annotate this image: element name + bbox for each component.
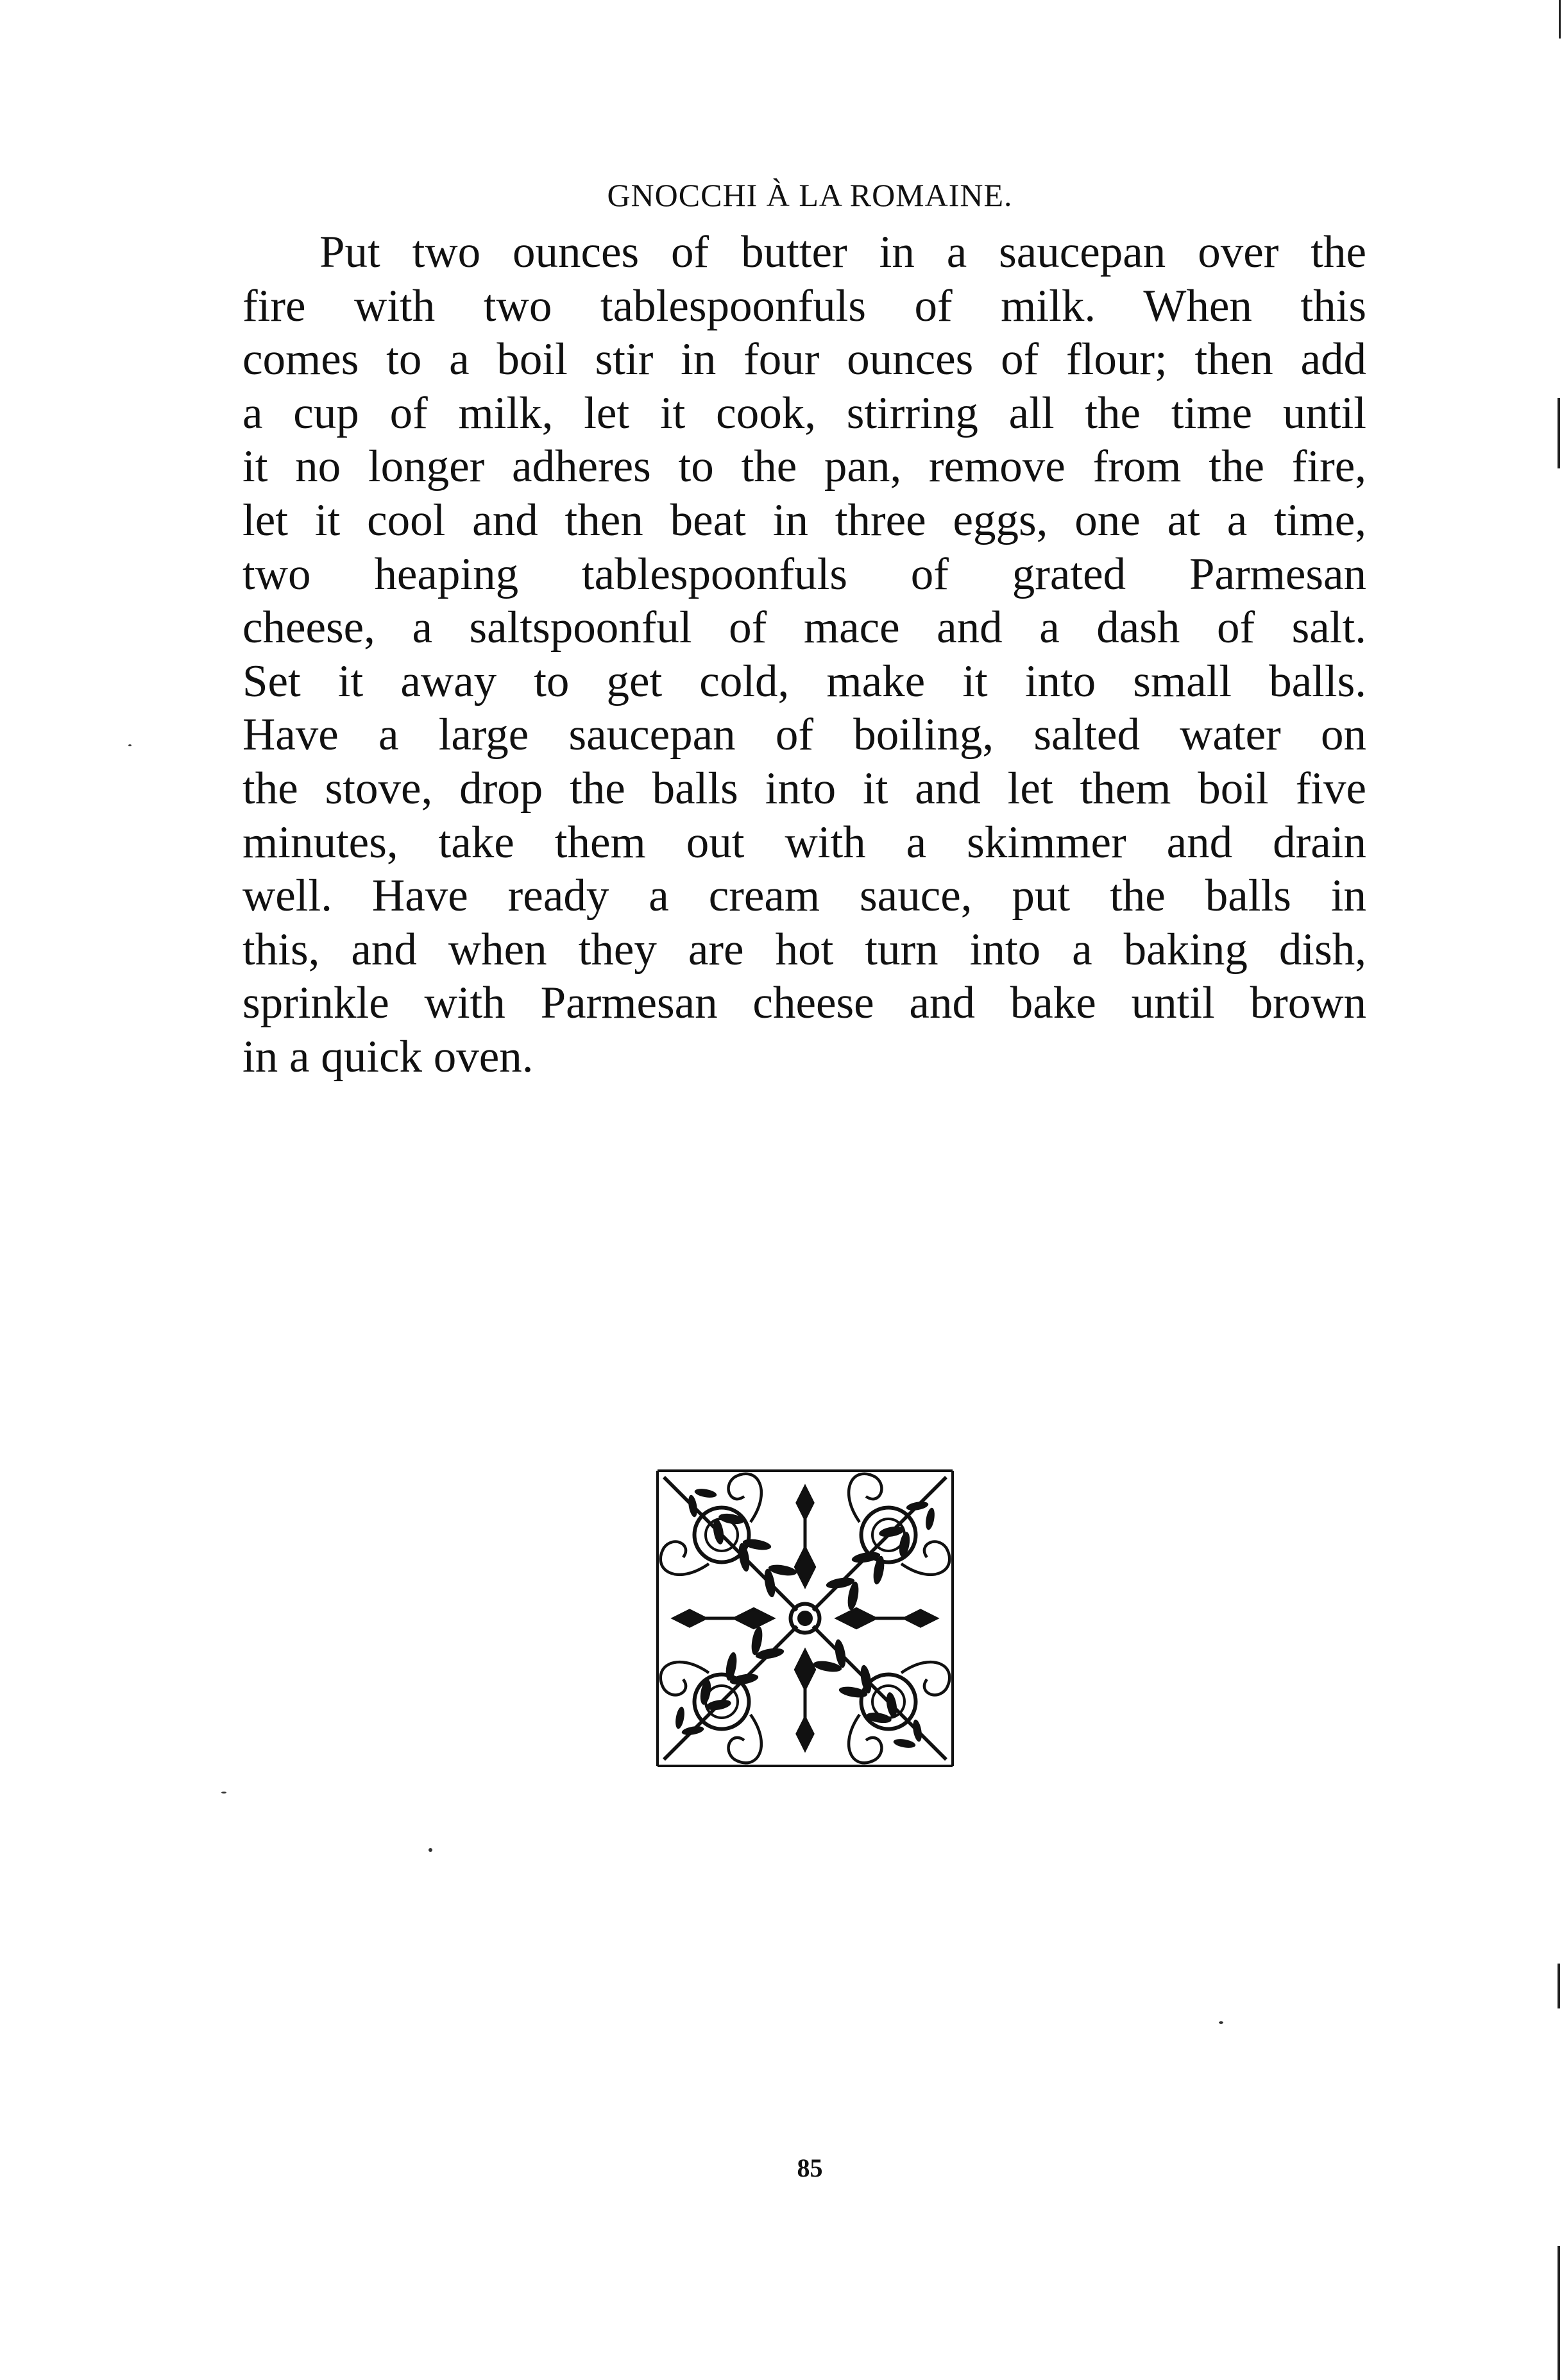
page-number: 85 [797, 2153, 823, 2182]
recipe-line: two heaping tablespoonfuls of grated Parmesan [242, 549, 1366, 599]
recipe-title: GNOCCHI À LA ROMAINE. [607, 177, 1013, 213]
recipe-line: fire with two tablespoonfuls of milk. When this [242, 280, 1366, 331]
scan-edge-mark [1559, 0, 1561, 39]
recipe-line: Set it away to get cold, make it into small balls. [242, 656, 1366, 706]
recipe-line: this, and when they are hot turn into a baking dish, [242, 924, 1366, 975]
scan-speck [221, 1792, 226, 1794]
scan-edge-mark [1558, 1964, 1560, 2008]
recipe-line: it no longer adheres to the pan, remove from the fire, [242, 441, 1366, 492]
recipe-line: cheese, a saltspoonful of mace and a dash of salt. [242, 603, 1366, 653]
scan-edge-mark [1558, 2246, 1560, 2380]
recipe-line: comes to a boil stir in four ounces of flour; then add [242, 334, 1366, 385]
scan-speck [1219, 2021, 1223, 2024]
recipe-line: well. Have ready a cream sauce, put the balls in [242, 871, 1366, 921]
recipe-line: a cup of milk, let it cook, stirring all the time until [242, 388, 1366, 438]
recipe-body [242, 226, 1366, 1084]
floral-ornament-icon [645, 1458, 965, 1779]
scan-speck [429, 1848, 432, 1852]
recipe-line: Have a large saucepan of boiling, salted water on [242, 710, 1366, 760]
recipe-line: sprinkle with Parmesan cheese and bake until brown [242, 978, 1366, 1029]
scan-edge-mark [1558, 398, 1560, 468]
recipe-line: let it cool and then beat in three eggs, one at a time, [242, 495, 1366, 545]
recipe-line: in a quick oven. [242, 1031, 534, 1082]
recipe-line: minutes, take them out with a skimmer and drain [242, 817, 1366, 868]
recipe-line: Put two ounces of butter in a saucepan over the [319, 227, 1366, 277]
scan-speck [128, 744, 132, 746]
recipe-line: the stove, drop the balls into it and let them boil five [242, 763, 1366, 814]
